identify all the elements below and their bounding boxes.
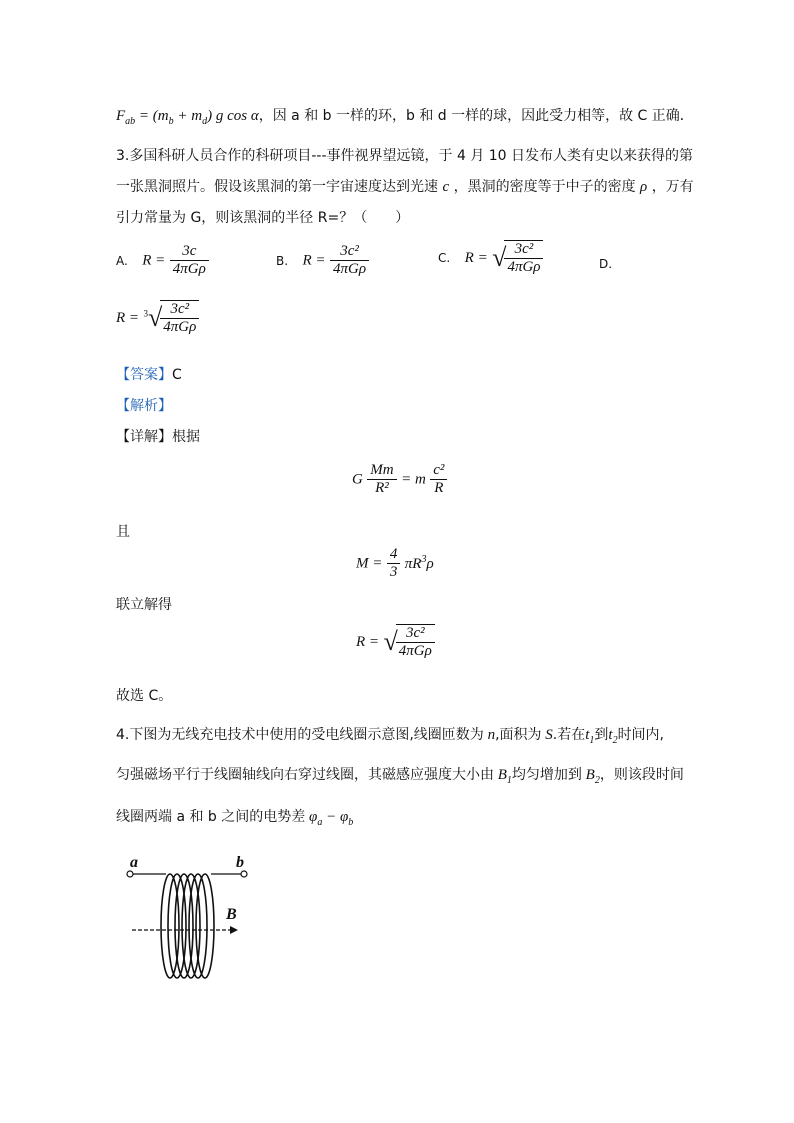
detail-label: 【详解】: [116, 429, 172, 445]
option-c-label: C.: [438, 251, 451, 265]
q3-line2-part3: ，万有: [651, 179, 694, 195]
equation-2: M = $\frac{4}{3}$ $\pi R^3\rho$: [356, 546, 434, 580]
symbol-B1: $B_1$: [494, 767, 512, 786]
symbol-n: n: [483, 727, 496, 743]
q3-line2: [116, 176, 694, 196]
option-c[interactable]: C. R = √ $\frac{\text{3c²}}{\text{4πGρ}}$: [438, 240, 543, 276]
option-c-fraction: $\frac{\text{3c²}}{\text{4πGρ}}$: [504, 240, 543, 276]
option-b[interactable]: B. R = $\frac{\text{3c²}}{\text{4πGρ}}$: [276, 243, 369, 278]
answer-line: [116, 364, 182, 384]
option-d-label: D.: [599, 257, 613, 271]
symbol-t1: $t_1$: [585, 727, 595, 746]
q3-line1: 3.多国科研人员合作的科研项目---事件视界望远镜，于 4 月 10 日发布人类有史以来获得的第: [116, 148, 694, 164]
option-b-fraction: $\frac{\text{3c²}}{\text{4πGρ}}$: [330, 243, 369, 278]
answer-label: 【答案】: [116, 367, 172, 383]
option-a-fraction: $\frac{3c}{\text{4πGρ}}$: [170, 243, 209, 278]
option-a[interactable]: A. R = $\frac{3c}{\text{4πGρ}}$: [116, 243, 209, 278]
detail-line: [116, 426, 200, 446]
label-a: a: [130, 854, 138, 871]
option-d-fraction: $\frac{\text{3c²}}{\text{4πGρ}}$: [160, 300, 199, 336]
q4-line1: 4.下图为无线充电技术中使用的受电线圈示意图,线圈匝数为 n,面积为 S.若在$t_1$到$t_2$时间内,: [116, 727, 665, 746]
option-b-label: B.: [276, 253, 289, 268]
choose-text: 故选 C。: [116, 688, 173, 704]
answer-value: C: [172, 367, 182, 383]
coil-diagram: [118, 852, 258, 987]
q4-line2: 匀强磁场平行于线圈轴线向右穿过线圈，其磁感应强度大小由 $B_1$均匀增加到 $B_2$，则该段时间: [116, 767, 684, 786]
label-b: b: [236, 854, 244, 871]
equation-3: R = √ $\frac{\text{3c²}}{\text{4πGρ}}$: [356, 624, 435, 660]
formula-tail: g cos α: [215, 108, 259, 124]
option-a-label: A.: [116, 253, 128, 268]
symbol-t2: $t_2$: [608, 727, 618, 746]
symbol-S: S: [541, 727, 553, 743]
cube-root-icon: $^3$√: [143, 303, 163, 332]
and-text: 且: [116, 524, 130, 540]
q4-line3: 线圈两端 a 和 b 之间的电势差 $\varphi_a - \varphi_b$: [116, 809, 354, 828]
symbol-rho: ρ: [640, 179, 648, 195]
option-d-label-wrap[interactable]: [599, 256, 612, 272]
top-formula-line: [116, 105, 694, 127]
analysis-label: 【解析】: [116, 398, 172, 414]
coil-figure: [118, 852, 258, 991]
q3-line3: 引力常量为 G，则该黑洞的半径 R=？（ ）: [116, 210, 410, 226]
equation-1: G $\frac{Mm}{\text{R²}}$ = m $\frac{\text{c²}}{R}$: [352, 462, 447, 497]
potential-difference: $\varphi_a - \varphi_b$: [305, 809, 354, 828]
detail-text: 根据: [172, 429, 200, 445]
q3-line2-part2: ，黑洞的密度等于中子的密度: [453, 179, 636, 195]
sqrt-icon: √: [492, 243, 507, 272]
option-d[interactable]: R = $^3$√ $\frac{\text{3c²}}{\text{4πGρ}}$: [116, 300, 199, 336]
sqrt-icon: √: [383, 627, 398, 656]
q3-line2-part1: 一张黑洞照片。假设该黑洞的第一宇宙速度达到光速: [116, 179, 438, 195]
combine-text: 联立解得: [116, 597, 172, 613]
top-line-text: ，因 a 和 b 一样的环，b 和 d 一样的球，因此受力相等，故 C 正确．: [258, 108, 694, 124]
force-formula: $F_{ab} = (m_b + m_d)$: [116, 108, 216, 127]
label-B: B: [226, 906, 237, 923]
symbol-c: c: [442, 179, 450, 195]
symbol-B2: $B_2$: [581, 767, 600, 786]
